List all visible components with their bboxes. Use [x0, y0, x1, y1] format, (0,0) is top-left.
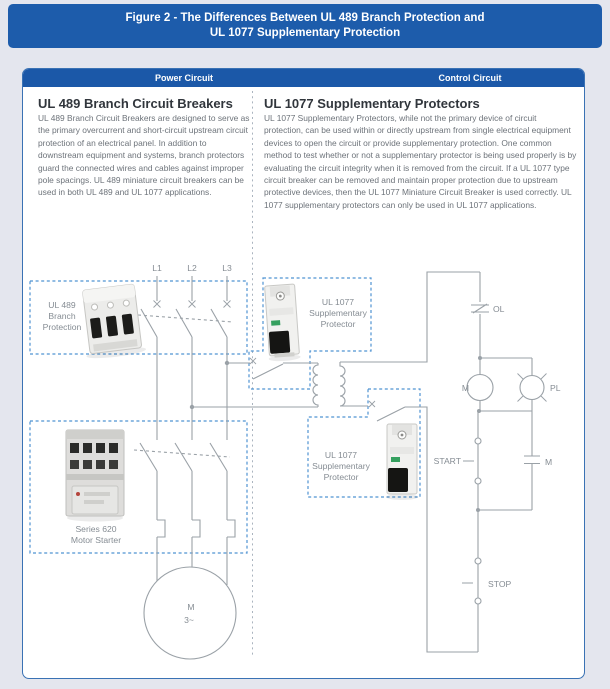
coil-m-symbol	[467, 358, 493, 411]
stop-label: STOP	[488, 579, 512, 589]
ul1077-section-heading: UL 1077 Supplementary Protectors	[264, 96, 480, 111]
breaker-trip-tie	[138, 315, 233, 322]
control-circuit-header: Control Circuit	[438, 73, 502, 83]
motor-starter-dashed-box	[30, 421, 247, 553]
ul1077-protector-photo-2	[386, 424, 418, 500]
motor-letter-label: M	[187, 602, 195, 612]
power-circuit-header: Power Circuit	[154, 73, 214, 83]
terminal-x-marks	[154, 301, 231, 308]
svg-text:Branch: Branch	[48, 311, 76, 321]
svg-text:Supplementary: Supplementary	[312, 461, 370, 471]
ol-contact-symbol	[471, 272, 489, 358]
pilot-light-symbol	[480, 358, 547, 411]
motor-starter-photo	[66, 430, 124, 522]
motor-starter-label: Series 620	[75, 524, 117, 534]
pilot-light-label: PL	[550, 383, 561, 393]
figure-title-line1: Figure 2 - The Differences Between UL 489 Branch Protection and	[125, 12, 485, 24]
breaker-symbol-1	[227, 363, 318, 379]
motor-phase-label: 3~	[184, 615, 194, 625]
ul1077-section-body: UL 1077 Supplementary Protectors, while not the primary device of circuit protection, can be used within or directly upstream from single electrical equipment devices to open the circuit or provide supplementary protection. One common method to test whether or not a supplementary protector is being used properly is by evaluating the circuit integrity when it is removed from the circuit. If a UL 1077 type circuit breaker can be removed and maintain proper protection due to upstream protective devices, then the UL 1077 Miniature Circuit Breaker is used correctly. UL 1077 supplementary protectors can only be used in UL 1077 applications.	[264, 113, 577, 210]
ul1077-protector-label-1: UL 1077	[321, 297, 355, 307]
figure-title-line2: UL 1077 Supplementary Protection	[209, 27, 401, 39]
svg-text:Supplementary: Supplementary	[309, 308, 367, 318]
power-circuit-wires	[134, 276, 236, 659]
phase-label-l2: L2	[187, 263, 197, 273]
ul489-section-heading: UL 489 Branch Circuit Breakers	[38, 96, 233, 111]
phase-label-l1: L1	[152, 263, 162, 273]
junction-dots	[190, 356, 482, 512]
ul489-protection-label: UL 489	[48, 300, 76, 310]
aux-contact-symbol	[478, 411, 540, 510]
ul1077-protector-photo-1	[264, 284, 301, 362]
svg-text:Protector: Protector	[320, 319, 356, 329]
ul489-breaker-photo	[78, 284, 146, 361]
svg-text:Protector: Protector	[323, 472, 359, 482]
svg-text:Motor Starter: Motor Starter	[70, 535, 122, 545]
aux-contact-label: M	[545, 457, 553, 467]
ul489-section-body: UL 489 Branch Circuit Breakers are designed to serve as the primary overcurrent and short-circuit upstream circuit protection of an electrical panel. In addition to downstream equipment and systems, branch protectors guard the connected wires and cables against improper pole spacings. UL 489 miniature circuit breakers can be used in both UL 489 and UL 1077 applications.	[38, 113, 250, 198]
phase-label-l3: L3	[222, 263, 232, 273]
coil-m-label: M	[461, 383, 469, 393]
start-label: START	[433, 456, 461, 466]
ol-label: OL	[493, 304, 505, 314]
ul1077-protector-label-2: UL 1077	[324, 450, 358, 460]
transformer-symbol	[313, 362, 345, 407]
stop-button-symbol	[462, 510, 481, 652]
svg-text:Protection: Protection	[42, 322, 82, 332]
start-button-symbol	[463, 411, 481, 510]
motor-symbol	[144, 567, 236, 659]
